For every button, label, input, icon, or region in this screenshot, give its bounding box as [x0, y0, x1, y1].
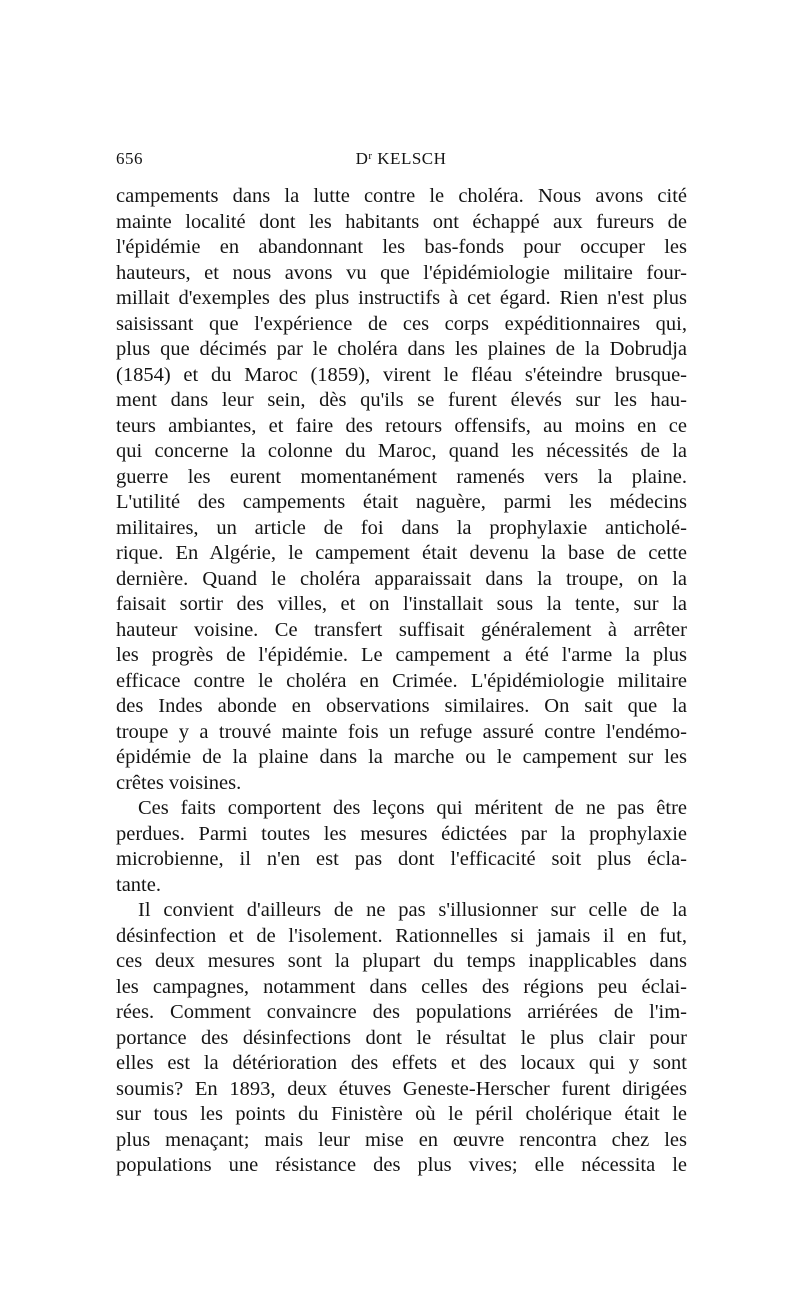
- running-head: [116, 146, 686, 172]
- text-line: soumis? En 1893, deux étuves Geneste-Herscher furent dirigées: [116, 1077, 687, 1100]
- text-line: Ces faits comportent des leçons qui méritent de ne pas être: [138, 797, 687, 819]
- text-line: mainte localité dont les habitants ont échappé aux fureurs de: [116, 210, 687, 233]
- text-line: troupe y a trouvé mainte fois un refuge assuré contre l'endémo-: [116, 720, 687, 743]
- text-line: hauteur voisine. Ce transfert suffisait généralement à arrêter: [116, 618, 687, 641]
- text-line: ces deux mesures sont la plupart du temps inapplicables dans: [116, 950, 687, 972]
- text-line: (1854) et du Maroc (1859), virent le fléau s'éteindre brusque-: [116, 363, 687, 386]
- paragraph-2: [116, 796, 687, 898]
- text-line: elles est la détérioration des effets et des locaux qui y sont: [116, 1052, 687, 1074]
- text-line: campements dans la lutte contre le choléra. Nous avons cité: [116, 185, 687, 207]
- text-line: qui concerne la colonne du Maroc, quand les nécessités de la: [116, 440, 687, 462]
- text-line: les campagnes, notamment dans celles des régions peu éclai-: [116, 975, 687, 998]
- text-line: épidémie de la plaine dans la marche ou le campement sur les: [116, 746, 687, 768]
- text-line: teurs ambiantes, et faire des retours offensifs, au moins en ce: [116, 414, 687, 437]
- body-text: [116, 184, 687, 1179]
- text-line: L'utilité des campements était naguère, parmi les médecins: [116, 491, 687, 513]
- text-line: Il convient d'ailleurs de ne pas s'illusionner sur celle de la: [138, 899, 687, 921]
- author-superscript: r: [368, 150, 373, 162]
- text-line: ment dans leur sein, dès qu'ils se furent élevés sur les hau-: [116, 389, 687, 411]
- text-line: rées. Comment convaincre des populations arriérées de l'im-: [116, 1001, 687, 1023]
- text-line: dernière. Quand le choléra apparaissait dans la troupe, on la: [116, 567, 687, 590]
- text-line: saisissant que l'expérience de ces corps expéditionnaires qui,: [116, 312, 687, 335]
- text-line: militaires, un article de foi dans la prophylaxie anticholé-: [116, 516, 687, 539]
- text-line: faisait sortir des villes, et on l'installait sous la tente, sur la: [116, 593, 687, 615]
- text-line: désinfection et de l'isolement. Rationnelles si jamais il en fut,: [116, 924, 687, 947]
- text-line: hauteurs, et nous avons vu que l'épidémiologie militaire four-: [116, 261, 687, 284]
- text-line: plus que décimés par le choléra dans les plaines de la Dobrudja: [116, 338, 687, 360]
- paragraph-3: [116, 898, 687, 1179]
- text-line: les progrès de l'épidémie. Le campement a été l'arme la plus: [116, 644, 687, 666]
- text-line: perdues. Parmi toutes les mesures édictées par la prophylaxie: [116, 822, 687, 845]
- text-line: crêtes voisines.: [116, 771, 242, 794]
- text-line: guerre les eurent momentanément ramenés vers la plaine.: [116, 465, 687, 488]
- text-line: rique. En Algérie, le campement était devenu la base de cette: [116, 542, 687, 564]
- paragraph-1: [116, 184, 687, 796]
- text-line: millait d'exemples des plus instructifs à cet égard. Rien n'est plus: [116, 287, 687, 309]
- text-line: plus menaçant; mais leur mise en œuvre rencontra chez les: [116, 1128, 687, 1151]
- text-line: microbienne, il n'en est pas dont l'efficacité soit plus écla-: [116, 848, 687, 870]
- text-line: populations une résistance des plus vives; elle nécessita le: [116, 1154, 687, 1176]
- text-line: tante.: [116, 873, 161, 896]
- text-line: portance des désinfections dont le résultat le plus clair pour: [116, 1026, 687, 1049]
- author-name: KELSCH: [372, 149, 447, 168]
- text-line: sur tous les points du Finistère où le péril cholérique était le: [116, 1103, 687, 1125]
- text-line: des Indes abonde en observations similaires. On sait que la: [116, 695, 687, 717]
- text-line: efficace contre le choléra en Crimée. L'épidémiologie militaire: [116, 669, 687, 692]
- page-number: 656: [116, 149, 143, 168]
- author-prefix: D: [355, 149, 369, 168]
- author-heading: [116, 146, 686, 172]
- text-line: l'épidémie en abandonnant les bas-fonds pour occuper les: [116, 236, 687, 258]
